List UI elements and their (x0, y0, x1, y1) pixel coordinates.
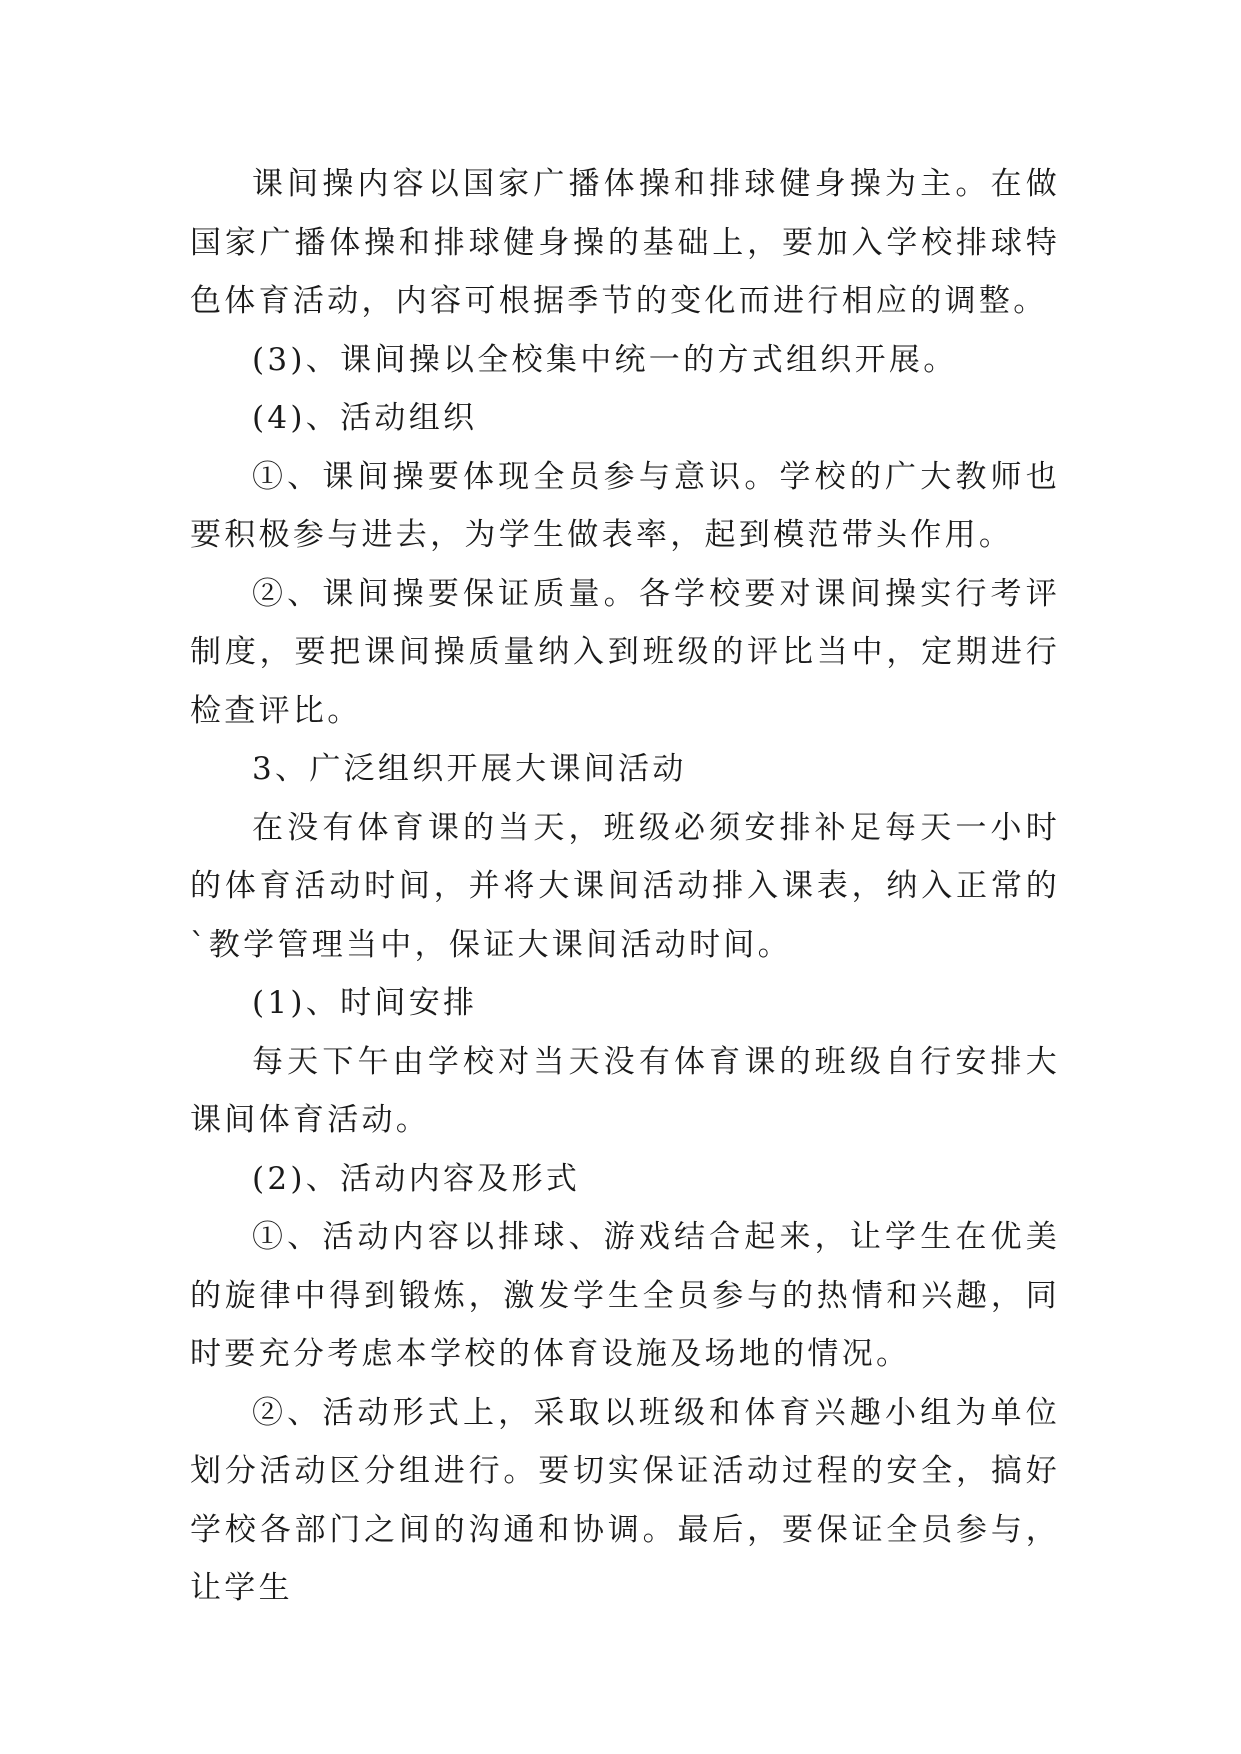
paragraph-item-1-heading: (1)、时间安排 (252, 985, 478, 1021)
paragraph-item-4-heading: (4)、活动组织 (252, 400, 478, 436)
document-body (190, 155, 1060, 1618)
paragraph-big-break-intro: 在没有体育课的当天，班级必须安排补足每天一小时的体育活动时间，并将大课间活动排入课表，纳入正常的`教学管理当中，保证大课间活动时间。 (190, 809, 1060, 963)
paragraph-item-2-heading: (2)、活动内容及形式 (252, 1160, 581, 1197)
section-heading-3: 3、广泛组织开展大课间活动 (252, 751, 687, 787)
paragraph-item-2-point-1: ①、活动内容以排球、游戏结合起来，让学生在优美的旋律中得到锻炼，激发学生全员参与的热情和兴趣，同时要充分考虑本学校的体育设施及场地的情况。 (190, 1219, 1060, 1372)
paragraph-exercise-content: 课间操内容以国家广播体操和排球健身操为主。在做国家广播体操和排球健身操的基础上，要加入学校排球特色体育活动，内容可根据季节的变化而进行相应的调整。 (190, 166, 1060, 319)
paragraph-item-2-point-2: ②、活动形式上，采取以班级和体育兴趣小组为单位划分活动区分组进行。要切实保证活动过程的安全，搞好学校各部门之间的沟通和协调。最后，要保证全员参与，让学生 (190, 1394, 1060, 1606)
paragraph-item-4-point-2: ②、课间操要保证质量。各学校要对课间操实行考评制度，要把课间操质量纳入到班级的评比当中，定期进行检查评比。 (190, 575, 1060, 729)
paragraph-item-4-point-1: ①、课间操要体现全员参与意识。学校的广大教师也要积极参与进去，为学生做表率，起到模范带头作用。 (190, 458, 1060, 553)
paragraph-time-arrangement: 每天下午由学校对当天没有体育课的班级自行安排大课间体育活动。 (190, 1043, 1060, 1138)
paragraph-item-3-organization: (3)、课间操以全校集中统一的方式组织开展。 (252, 341, 958, 378)
